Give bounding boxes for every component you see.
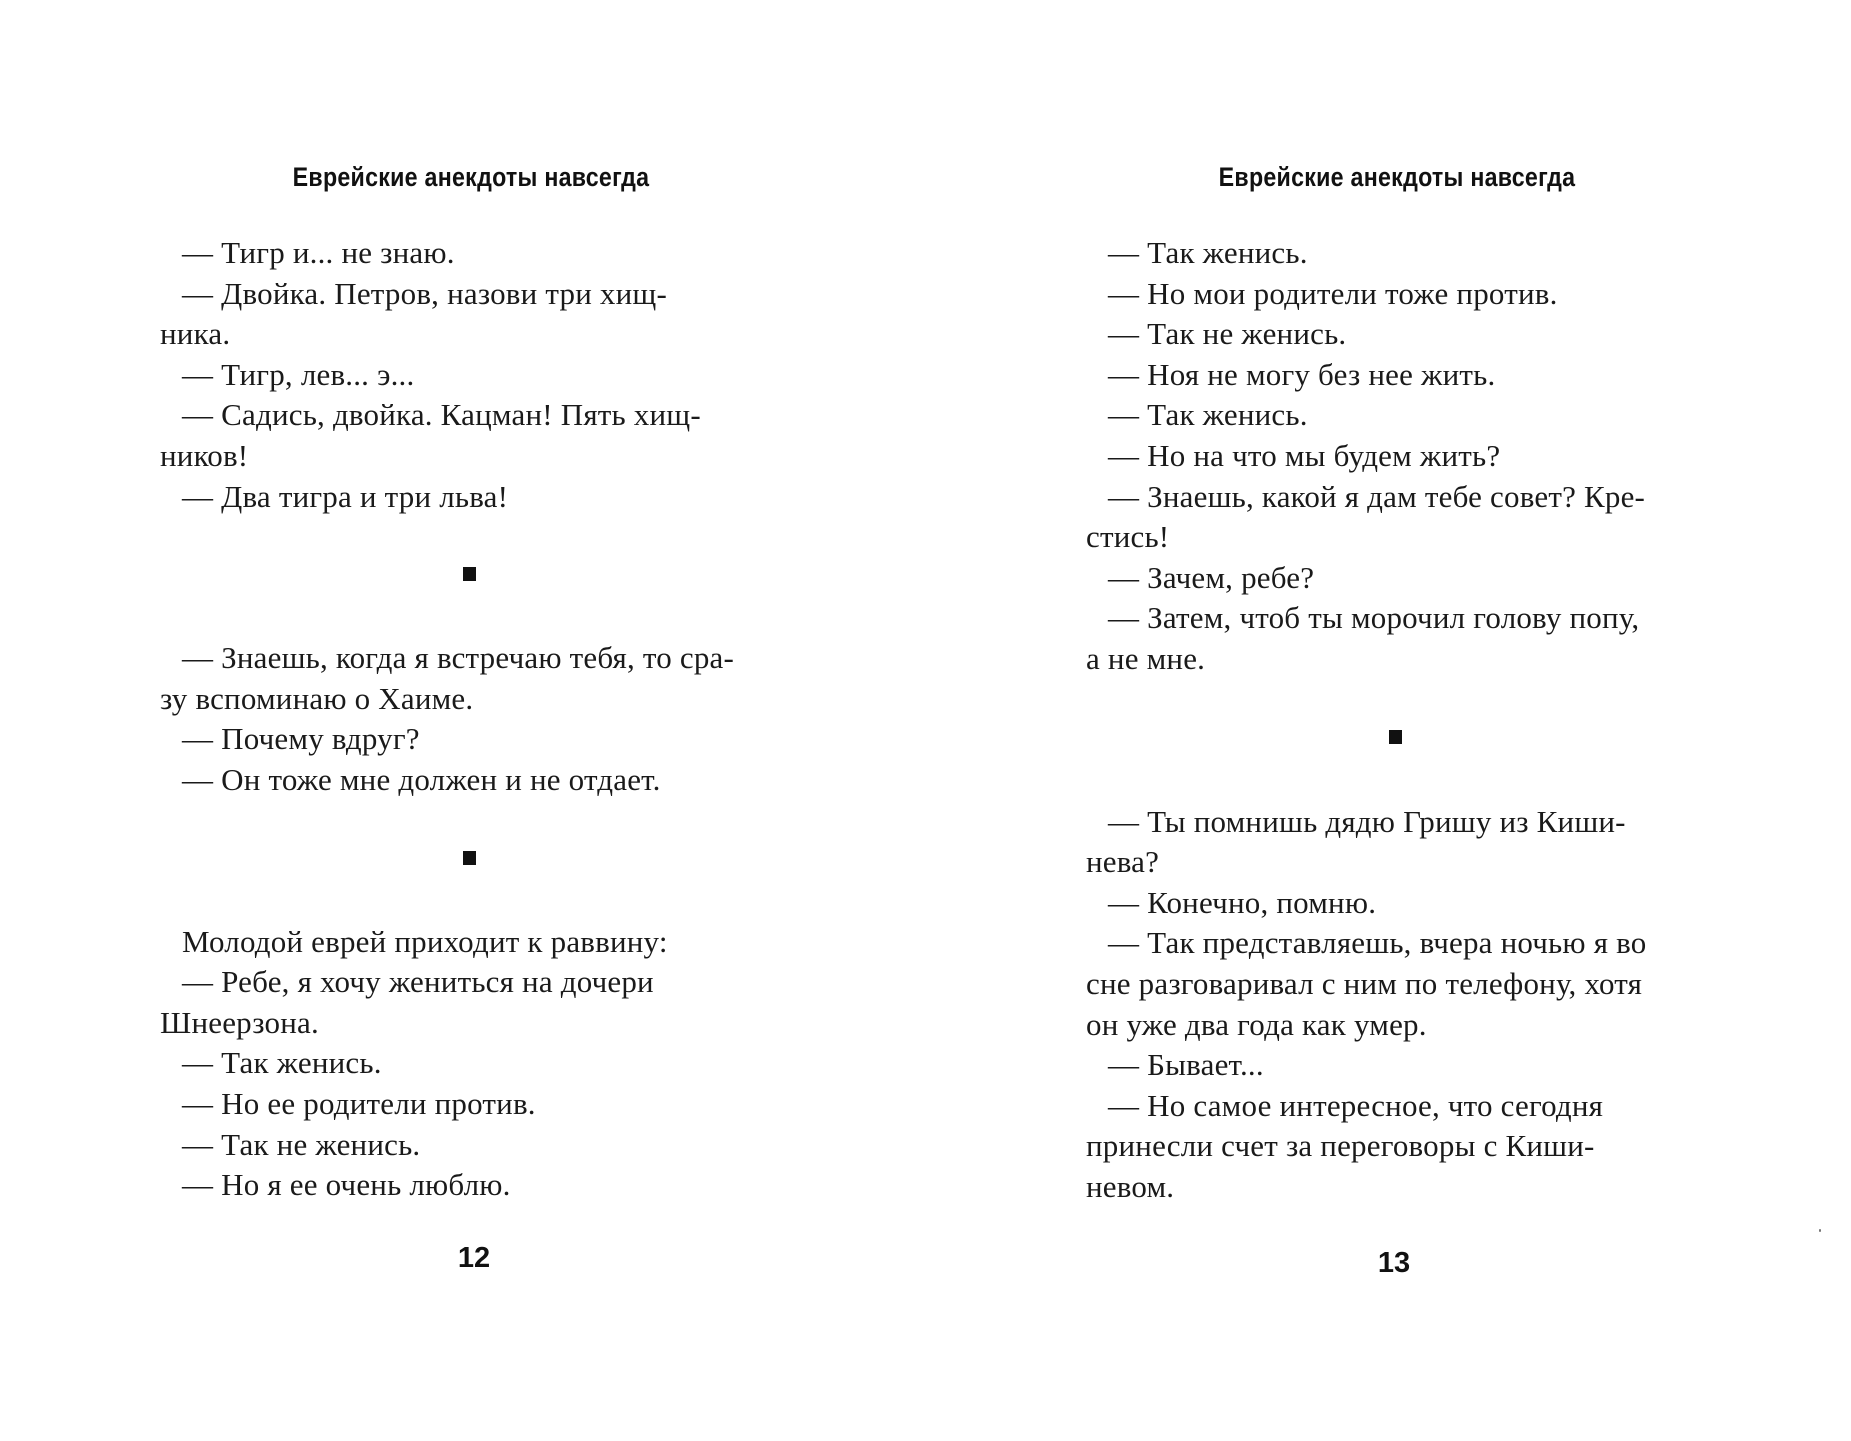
text-line: — Затем, чтоб ты морочил голову попу, <box>1108 600 1640 636</box>
text-line: — Так не женись. <box>182 1126 421 1162</box>
text-line: — Знаешь, когда я встречаю тебя, то сра- <box>182 640 735 676</box>
text-line: — Но мои родители тоже против. <box>1108 275 1558 311</box>
text-line: — Но ее родители против. <box>182 1085 536 1121</box>
text-line: — Так представляешь, вчера ночью я во <box>1108 925 1647 961</box>
scan-speck <box>1819 1229 1821 1232</box>
text-line: а не мне. <box>1086 640 1206 676</box>
section-separator <box>1086 680 1708 802</box>
anecdote-block <box>1086 802 1708 1208</box>
text-line: — Так женись. <box>1108 397 1308 433</box>
text-line: — Зачем, ребе? <box>1108 559 1315 595</box>
square-bullet-icon <box>463 567 476 581</box>
text-line: — Двойка. Петров, назови три хищ- <box>182 275 668 311</box>
text-line: — Но на что мы будем жить? <box>1108 437 1501 473</box>
text-line: — Конечно, помню. <box>1108 884 1377 920</box>
text-line: — Так женись. <box>1108 235 1308 270</box>
text-line: — Так не женись. <box>1108 316 1347 352</box>
anecdote-block <box>160 638 782 800</box>
anecdote-block <box>1086 233 1708 680</box>
page-number: 13 <box>1377 1247 1411 1279</box>
text-line: ника. <box>160 316 231 352</box>
anecdote-block <box>160 922 782 1206</box>
section-separator <box>160 517 782 638</box>
anecdote-block <box>160 233 782 517</box>
text-line: — Но самое интересное, что сегодня <box>1108 1087 1604 1123</box>
text-line: невом. <box>1086 1168 1175 1204</box>
text-line: — Два тигра и три льва! <box>182 478 509 514</box>
text-line: — Тигр, лев... э... <box>182 356 415 392</box>
text-line: нева? <box>1086 844 1160 880</box>
section-separator <box>160 801 782 922</box>
right-page-text <box>1086 233 1708 1207</box>
text-line: — Тигр и... не знаю. <box>182 235 455 270</box>
text-line: Шнеерзона. <box>160 1004 319 1040</box>
text-line: — Ребе, я хочу жениться на дочери <box>182 964 654 1000</box>
text-line: Молодой еврей приходит к раввину: <box>182 923 668 959</box>
text-line: ников! <box>160 437 249 473</box>
text-line: стись! <box>1086 519 1170 555</box>
square-bullet-icon <box>1389 730 1402 744</box>
left-running-head: Еврейские анекдоты навсегда <box>292 162 650 192</box>
text-line: — Так женись. <box>182 1045 382 1081</box>
page-number: 12 <box>457 1242 491 1274</box>
text-line: — Садись, двойка. Кацман! Пять хищ- <box>182 397 701 433</box>
text-line: зу вспоминаю о Хаиме. <box>160 680 474 716</box>
right-running-head: Еврейские анекдоты навсегда <box>1218 162 1576 192</box>
text-line: — Ты помнишь дядю Гришу из Киши- <box>1108 803 1626 839</box>
text-line: — Но я ее очень люблю. <box>182 1167 511 1203</box>
text-line: — Ноя не могу без нее жить. <box>1108 356 1496 392</box>
text-line: — Бывает... <box>1108 1047 1264 1083</box>
text-line: — Почему вдруг? <box>182 721 420 757</box>
square-bullet-icon <box>463 851 476 865</box>
text-line: — Знаешь, какой я дам тебе совет? Кре- <box>1108 478 1646 514</box>
left-page-text <box>160 233 782 1206</box>
text-line: сне разговаривал с ним по телефону, хотя <box>1086 965 1643 1001</box>
text-line: он уже два года как умер. <box>1086 1006 1427 1042</box>
text-line: — Он тоже мне должен и не отдает. <box>182 761 661 797</box>
text-line: принесли счет за переговоры с Киши- <box>1086 1128 1595 1164</box>
